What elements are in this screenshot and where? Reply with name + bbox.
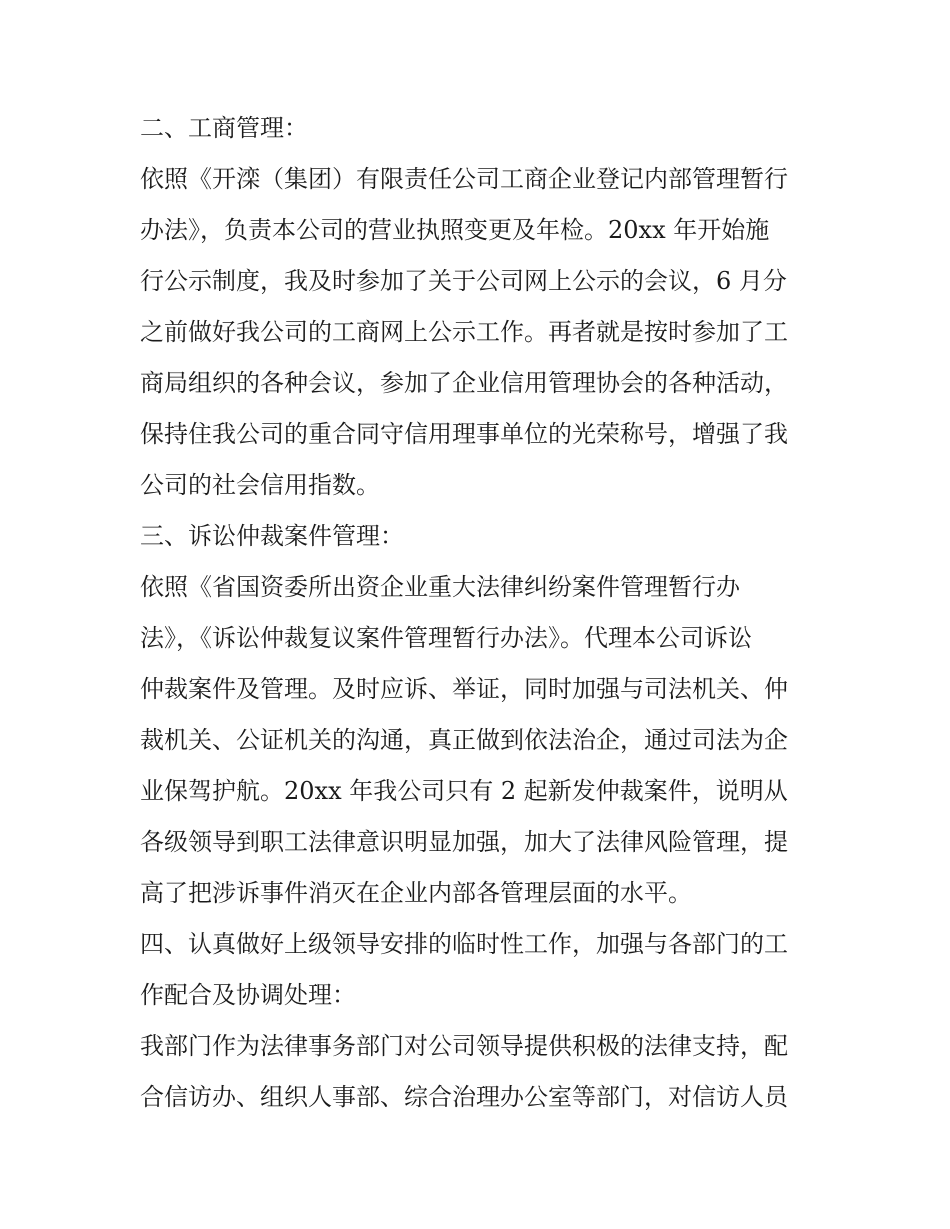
paragraph-line: 各级领导到职工法律意识明显加强，加大了法律风险管理，提 [140,828,788,856]
paragraph-line: 保持住我公司的重合同守信用理事单位的光荣称号，增强了我 [140,420,788,448]
paragraph-line: 商局组织的各种会议，参加了企业信用管理协会的各种活动， [140,369,788,397]
paragraph-line: 行公示制度，我及时参加了关于公司网上公示的会议，6 月分 [140,267,787,295]
paragraph-line: 我部门作为法律事务部门对公司领导提供积极的法律支持，配 [140,1032,788,1060]
paragraph-line: 高了把涉诉事件消灭在企业内部各管理层面的水平。 [140,879,692,907]
section-heading-business-management: 二、工商管理： [140,114,308,142]
paragraph-line: 业保驾护航。20xx 年我公司只有 2 起新发仲裁案件，说明从 [140,777,788,805]
paragraph-line: 之前做好我公司的工商网上公示工作。再者就是按时参加了工 [140,318,788,346]
paragraph-line: 依照《省国资委所出资企业重大法律纠纷案件管理暂行办 [140,573,740,601]
paragraph-line: 办法》，负责本公司的营业执照变更及年检。20xx 年开始施 [140,216,770,244]
paragraph-line: 裁机关、公证机关的沟通，真正做到依法治企，通过司法为企 [140,726,788,754]
paragraph-line: 法》，《诉讼仲裁复议案件管理暂行办法》。代理本公司诉讼 [140,624,752,652]
paragraph-line: 依照《开滦（集团）有限责任公司工商企业登记内部管理暂行 [140,165,788,193]
paragraph-line: 公司的社会信用指数。 [140,471,380,499]
section-heading-temporary-work-cont: 作配合及协调处理： [140,981,356,1009]
section-heading-litigation: 三、诉讼仲裁案件管理： [140,522,404,550]
paragraph-line: 仲裁案件及管理。及时应诉、举证，同时加强与司法机关、仲 [140,675,788,703]
paragraph-line: 合信访办、组织人事部、综合治理办公室等部门，对信访人员 [140,1083,788,1111]
section-heading-temporary-work: 四、认真做好上级领导安排的临时性工作，加强与各部门的工 [140,930,788,958]
